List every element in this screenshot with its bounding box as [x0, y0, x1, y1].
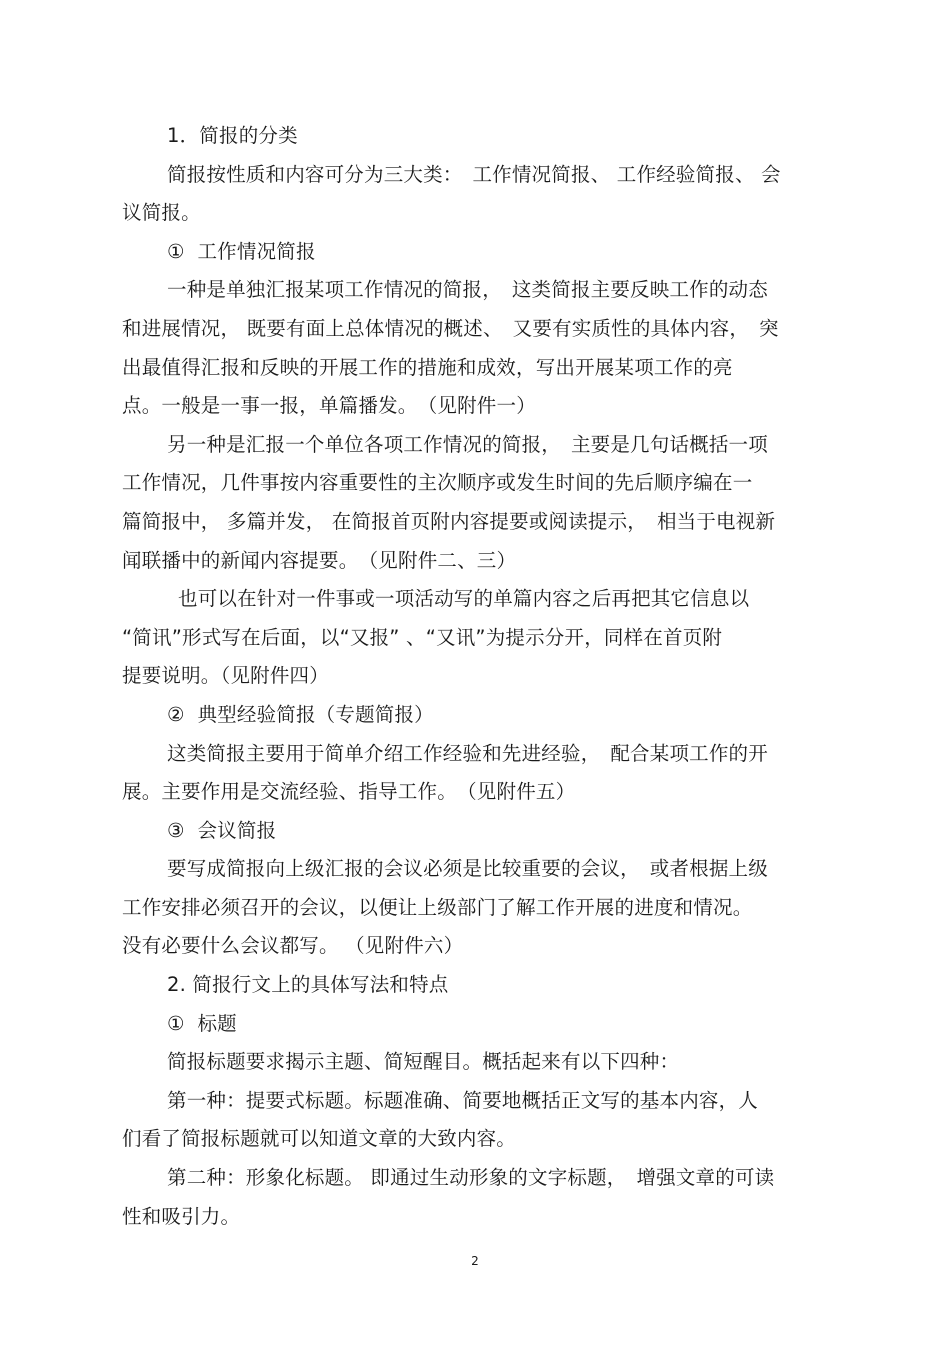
paragraph-line: 们看了简报标题就可以知道文章的大致内容。	[122, 1127, 517, 1151]
document-body	[122, 117, 834, 1236]
subsection-heading: ② 典型经验简报（专题简报）	[167, 702, 434, 726]
paragraph-line: 另一种是汇报一个单位各项工作情况的简报， 主要是几句话概括一项	[167, 432, 768, 456]
paragraph-line: 篇简报中， 多篇并发， 在简报首页附内容提要或阅读提示， 相当于电视新	[122, 509, 776, 533]
paragraph-line: 展。主要作用是交流经验、指导工作。 （见附件五）	[122, 780, 576, 804]
paragraph-line: 第二种：形象化标题。 即通过生动形象的文字标题， 增强文章的可读	[167, 1166, 775, 1190]
paragraph-line: 简报标题要求揭示主题、简短醒目。概括起来有以下四种：	[167, 1050, 680, 1074]
paragraph-line: 没有必要什么会议都写。 （见附件六）	[122, 934, 464, 958]
paragraph-line: 性和吸引力。	[122, 1204, 241, 1228]
paragraph-line: 议简报。	[122, 201, 201, 225]
subsection-heading: ① 标题	[167, 1011, 237, 1035]
paragraph-line: 简报按性质和内容可分为三大类： 工作情况简报、 工作经验简报、 会	[167, 162, 781, 186]
page-number: 2	[471, 1254, 479, 1268]
paragraph-line: 工作安排必须召开的会议，以便让上级部门了解工作开展的进度和情况。	[122, 895, 753, 919]
paragraph-line: 也可以在针对一件事或一项活动写的单篇内容之后再把其它信息以	[178, 587, 750, 611]
paragraph-line: 出最值得汇报和反映的开展工作的措施和成效，写出开展某项工作的亮	[122, 355, 733, 379]
paragraph-line: “简讯”形式写在后面，以“又报” 、“又讯”为提示分开，同样在首页附	[122, 625, 723, 649]
paragraph-line: 提要说明。（见附件四）	[122, 664, 329, 688]
paragraph-line: 第一种：提要式标题。标题准确、简要地概括正文写的基本内容，人	[167, 1088, 759, 1112]
subsection-heading: ① 工作情况简报	[167, 239, 316, 263]
section-heading: 2. 简报行文上的具体写法和特点	[167, 973, 449, 997]
section-heading: 1．简报的分类	[167, 124, 298, 147]
paragraph-line: 这类简报主要用于简单介绍工作经验和先进经验， 配合某项工作的开	[167, 741, 768, 765]
paragraph-line: 点。一般是一事一报，单篇播发。 （见附件一）	[122, 394, 536, 418]
paragraph-line: 要写成简报向上级汇报的会议必须是比较重要的会议， 或者根据上级	[167, 857, 768, 881]
subsection-heading: ③ 会议简报	[167, 818, 277, 842]
paragraph-line: 一种是单独汇报某项工作情况的简报， 这类简报主要反映工作的动态	[167, 278, 768, 302]
paragraph-line: 和进展情况， 既要有面上总体情况的概述、 又要有实质性的具体内容， 突	[122, 316, 779, 340]
paragraph-line: 闻联播中的新闻内容提要。 （见附件二、三）	[122, 548, 517, 572]
paragraph-line: 工作情况，几件事按内容重要性的主次顺序或发生时间的先后顺序编在一	[122, 471, 753, 495]
